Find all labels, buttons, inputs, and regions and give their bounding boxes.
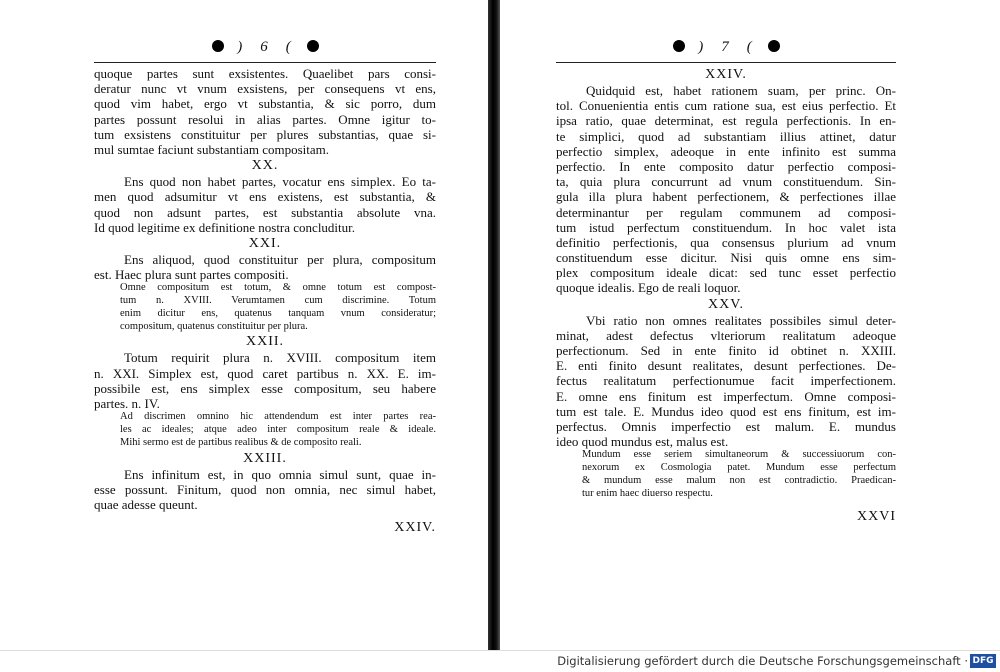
catchword-right: XXVI <box>857 508 896 524</box>
text-line: tum est tale. E. Mundus ideo quod est ens finitum, est im- <box>556 403 896 419</box>
text-line: perfectionum. Sed in ente finito id obtinet n. XXIII. <box>556 343 896 358</box>
text-line: ipsa ratio, quae determinat, est regula perfectionis. In en- <box>556 113 896 129</box>
paragraph-xxi <box>94 252 436 282</box>
paragraph-intro <box>94 66 436 157</box>
text-line: perfectio. In ente composito datur perfectio composi- <box>556 158 896 174</box>
text-line: definitio perfectionis, qua consensus plurium ad vnum <box>556 234 896 250</box>
digitization-footer <box>0 650 1000 672</box>
paragraph-xxiv <box>556 83 896 296</box>
text-line: gula illa plura habent perfectionem, & perfectiones illae <box>556 189 896 205</box>
text-line: tol. Conuenientia entis cum ratione sua, est eius perfectio. Et <box>556 98 896 114</box>
page-header-left: ) 6 ( <box>94 40 436 62</box>
header-rule <box>94 62 436 63</box>
paragraph-xxii <box>94 350 436 411</box>
right-page <box>556 40 896 524</box>
text-line: esse possunt. Finitum, quod non omnia, nec simul habet, <box>94 481 436 497</box>
dfg-logo: DFG <box>970 654 996 668</box>
text-line: te simplici, quod ad substantiam illius attinet, datur <box>556 128 896 144</box>
text-line: men quod adsumitur vt ens existens, est substantia, & <box>94 189 436 205</box>
page-number-right: 7 <box>721 39 731 55</box>
section-heading-xx: XX. <box>251 158 279 174</box>
ornament-icon <box>307 40 319 52</box>
text-line: E. enti finito desunt realitates, desunt perfectiones. De- <box>556 358 896 374</box>
footnote-xxi <box>94 282 436 333</box>
text-line: & mundum esse malum non est contradictio. Praedican- <box>582 474 896 486</box>
text-line: tum exsistens constituitur per plures substantias, quae si- <box>94 126 436 142</box>
text-line: Ad discrimen omnino hic attendendum est inter partes rea- <box>120 411 436 423</box>
paragraph-xx <box>94 174 436 235</box>
text-line: quoque idealis. Ego de reali loquor. <box>556 280 741 296</box>
text-line: quod vim habet, ergo vt substantia, & sic porro, dum <box>94 96 436 112</box>
text-line: constituendum esse dicitur. Nisi quis omne ens sim- <box>556 250 896 266</box>
text-line: est. Haec plura sunt partes compositi. <box>94 267 289 283</box>
ornament-icon <box>212 40 224 52</box>
catchword-left: XXIV. <box>394 520 436 536</box>
text-line: determinantur per regulam communem ad composi- <box>556 204 896 220</box>
text-line: plex compositum ideale dicat: sed tunc esset perfectio <box>556 265 896 281</box>
text-line: tum istud perfectum constituendum. In hoc valet ista <box>556 219 896 235</box>
text-line: Ens infinitum est, in quo omnia simul sunt, quae in- <box>124 466 436 482</box>
paragraph-xxiii <box>94 467 436 513</box>
ornament-icon <box>673 40 685 52</box>
footnote-xxv <box>556 449 896 500</box>
text-line: ideo quod mundus est, malus est. <box>556 434 729 450</box>
text-line: E. omne ens finitum est imperfectum. Omne composi- <box>556 388 896 404</box>
left-page <box>94 40 436 535</box>
text-line: partes. n. IV. <box>94 396 160 411</box>
footer-credit-text: Digitalisierung gefördert durch die Deutsche Forschungsgemeinschaft · <box>557 654 968 668</box>
footnote-xxii <box>94 411 436 449</box>
text-line: mul sumtae faciunt substantiam compositam. <box>94 141 330 157</box>
text-line: minat, adest defectus vlteriorum realitatum adeoque <box>556 327 896 343</box>
text-line: fectus realitatum perfectionumue facit imperfectionem. <box>556 373 896 389</box>
text-line: Ens quod non habet partes, vocatur ens simplex. Eo ta- <box>124 174 436 190</box>
book-gutter <box>488 0 500 650</box>
header-rule <box>556 62 896 63</box>
text-line: Vbi ratio non omnes realitates possibiles simul deter- <box>586 312 896 328</box>
paragraph-xxv <box>556 313 896 450</box>
text-line: Quidquid est, habet rationem suam, per princ. On- <box>586 83 896 98</box>
text-line: partes possunt resolui in alias partes. Omne igitur to- <box>94 111 436 127</box>
ornament-icon <box>768 40 780 52</box>
text-line: Mihi sermo est de partibus realibus & de composito reali. <box>120 436 362 448</box>
section-heading-xxii: XXII. <box>245 334 285 350</box>
text-line: ta, quia plura concurrunt ad vnum constituendum. Sin- <box>556 174 896 190</box>
text-line: nexorum ex Cosmologia patet. Mundum esse perfectum <box>582 462 896 474</box>
section-heading-xxiv: XXIV. <box>705 67 747 82</box>
text-line: quae adesse queunt. <box>94 496 198 512</box>
text-line: Omne compositum est totum, & omne totum est compost- <box>120 282 436 294</box>
text-line: Ens aliquod, quod constituitur per plura, compositum <box>124 251 436 267</box>
text-line: n. XXI. Simplex est, quod caret partibus n. XX. E. im- <box>94 365 436 381</box>
text-line: tur enim haec diuerso respectu. <box>582 487 713 499</box>
text-line: deratur nunc vt vnum exsistens, per consequens vt ens, <box>94 81 436 97</box>
section-heading-xxiii: XXIII. <box>243 450 287 466</box>
text-line: enim dicitur ens, quatenus tanquam vnum consideratur; <box>120 307 436 319</box>
text-line: quoque partes sunt exsistentes. Quaelibet pars consi- <box>94 66 436 81</box>
text-line: tum n. XVIII. Verumtamen cum discrimine. Totum <box>120 295 436 307</box>
text-line: Totum requirit plura n. XVIII. compositum item <box>124 350 436 366</box>
text-line: perfectio simplex, adeoque in ente infinito est summa <box>556 143 896 159</box>
section-heading-xxi: XXI. <box>248 235 282 251</box>
section-heading-xxv: XXV. <box>707 296 745 312</box>
text-line: les ac ideales; atque adeo inter compositum reale & ideale. <box>120 423 436 435</box>
text-line: possibile est, ens simplex esse compositum, seu habere <box>94 380 436 396</box>
text-line: compositum, quatenus constituitur per plura. <box>120 320 308 332</box>
text-line: Mundum esse seriem simultaneorum & successiuorum con- <box>582 449 896 461</box>
text-line: Id quod legitime ex definitione nostra concluditur. <box>94 219 356 235</box>
page-number-left: 6 <box>260 39 270 55</box>
text-line: perfectus. Omnis imperfectio est malum. E. mundus <box>556 418 896 434</box>
page-header-right: ) 7 ( <box>556 40 896 62</box>
text-line: quod non adsunt partes, est substantia absolute vna. <box>94 204 436 220</box>
